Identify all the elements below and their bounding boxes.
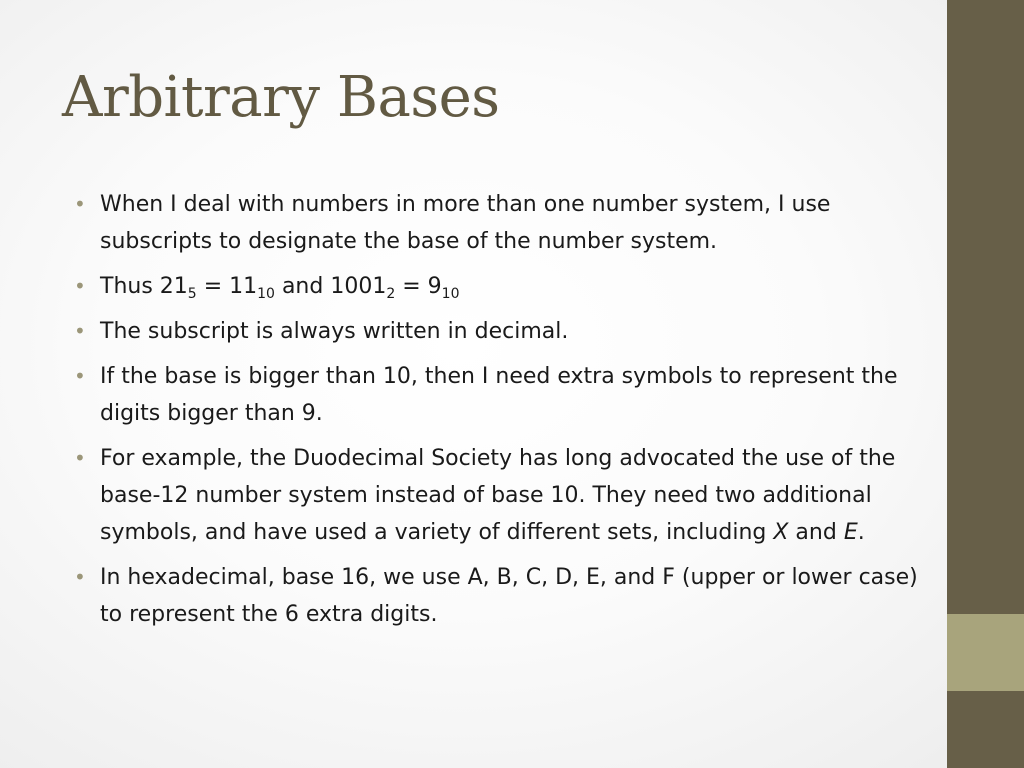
bullet-item bbox=[74, 358, 920, 432]
bullet-text-part: Thus 21 bbox=[100, 274, 188, 299]
bullet-text-part: = 9 bbox=[395, 274, 442, 299]
bullet-item bbox=[74, 268, 920, 305]
subscript: 5 bbox=[187, 286, 197, 302]
bullet-list bbox=[74, 186, 920, 641]
bullet-text-part: and bbox=[788, 520, 844, 545]
slide-title: Arbitrary Bases bbox=[62, 65, 500, 130]
bullet-text-part: . bbox=[857, 520, 865, 545]
bullet-dot-icon: • bbox=[74, 446, 86, 470]
bullet-item bbox=[74, 440, 920, 551]
bullet-dot-icon: • bbox=[74, 192, 86, 216]
bullet-dot-icon: • bbox=[74, 364, 86, 388]
subscript: 2 bbox=[386, 286, 396, 302]
bullet-dot-icon: • bbox=[74, 274, 86, 298]
bullet-text: The subscript is always written in decimal. bbox=[100, 319, 569, 344]
bullet-text-part: For example, the Duodecimal Society has long advocated the use of the base-12 number system instead of base 10. They need two additional symbols, and have used a variety of different sets, including bbox=[100, 446, 896, 545]
bullet-text-part: and 1001 bbox=[274, 274, 387, 299]
bullet-dot-icon: • bbox=[74, 565, 86, 589]
emphasis-symbol: E bbox=[843, 520, 858, 545]
bullet-text: In hexadecimal, base 16, we use A, B, C, D, E, and F (upper or lower case) to represent the 6 extra digits. bbox=[100, 565, 918, 627]
bullet-item bbox=[74, 186, 920, 260]
bullet-dot-icon: • bbox=[74, 319, 86, 343]
subscript: 10 bbox=[441, 286, 460, 302]
bullet-text: If the base is bigger than 10, then I need extra symbols to represent the digits bigger than 9. bbox=[100, 364, 898, 426]
bullet-text: When I deal with numbers in more than one number system, I use subscripts to designate the base of the number system. bbox=[100, 192, 831, 254]
subscript: 10 bbox=[257, 286, 275, 302]
bullet-item bbox=[74, 559, 920, 633]
bullet-text-part: = 11 bbox=[196, 274, 258, 299]
bullet-item bbox=[74, 313, 920, 350]
emphasis-symbol: X bbox=[773, 520, 789, 545]
side-decoration-accent bbox=[947, 614, 1024, 691]
